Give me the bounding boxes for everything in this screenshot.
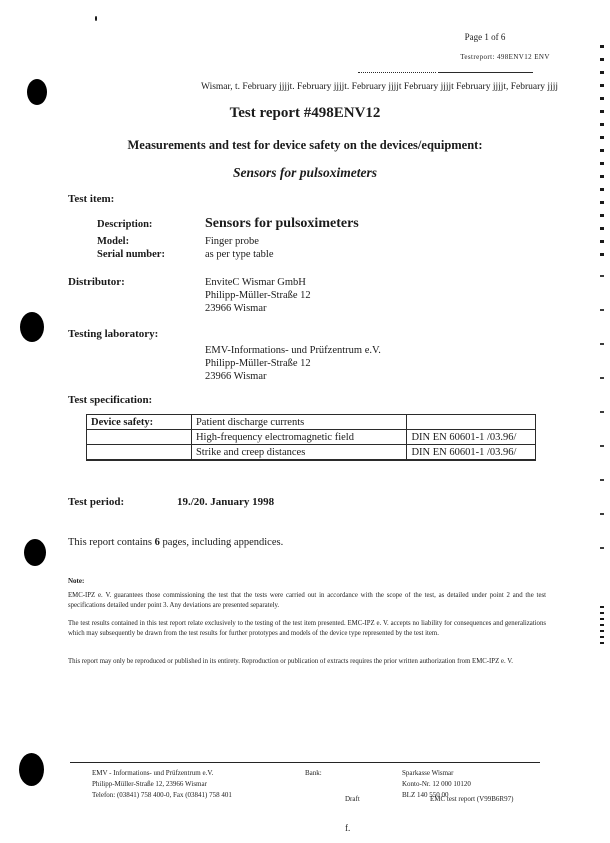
spec-cell	[407, 415, 536, 430]
section-test-item: Test item:	[68, 193, 115, 205]
footer-bank-line: Konto-Nr. 12 000 10120	[402, 780, 471, 788]
footer-report-ref: EMC test report (V99B6R97)	[430, 795, 514, 803]
spec-cell: Device safety:	[87, 415, 192, 430]
section-distributor: Distributor:	[68, 276, 125, 288]
testreport-reference: Testreport: 498ENV12 ENV	[460, 53, 550, 61]
field-value-serial-number: as per type table	[205, 249, 274, 260]
footer-bank-line: BLZ 140 550 00	[402, 791, 449, 799]
contains-prefix: This report contains	[68, 537, 155, 548]
field-label-description: Description:	[97, 219, 153, 230]
report-subject: Sensors for pulsoximeters	[232, 165, 378, 180]
spec-cell: Strike and creep distances	[191, 445, 407, 461]
scan-speck	[95, 16, 97, 21]
date-line: Wismar, t. February jjjjt. February jjjjt. February jjjjt February jjjjt February jjjjt, February jjjj	[200, 82, 558, 92]
footer-bank-label: Bank:	[305, 769, 322, 777]
test-period-value: 19./20. January 1998	[177, 496, 275, 508]
section-test-period: Test period:	[68, 496, 125, 508]
footer-rule	[70, 762, 540, 763]
contains-count: 6	[154, 537, 160, 548]
bottom-page-mark: f.	[345, 823, 351, 833]
punch-hole-mark	[19, 753, 44, 786]
note-paragraph: The test results contained in this test report relate exclusively to the testing of the test item presented. EMC-IPZ e. V. accepts no liability for consequences and generalizations which may subsequently be drawn from the test results for further prototypes and models of the device type represented by the test item.	[68, 620, 546, 637]
table-row	[87, 415, 536, 430]
header-rule-dotted	[358, 72, 436, 73]
laboratory-address	[205, 344, 381, 383]
contains-suffix: pages, including appendices.	[159, 537, 284, 548]
spec-cell: DIN EN 60601-1 /03.96/	[407, 445, 536, 461]
scan-edge-artifact	[600, 606, 604, 646]
header-rule-solid	[438, 72, 533, 73]
note-label: Note:	[68, 577, 85, 585]
scan-edge-artifact	[600, 45, 604, 265]
page-number: Page 1 of 6	[464, 32, 506, 42]
footer-org-line: Philipp-Müller-Straße 12, 23966 Wismar	[92, 780, 207, 788]
punch-hole-mark	[20, 312, 44, 342]
punch-hole-mark	[24, 539, 46, 566]
field-label-model: Model:	[97, 236, 130, 247]
specification-table	[86, 414, 536, 461]
section-test-specification: Test specification:	[68, 394, 153, 406]
report-title: Test report #498ENV12	[229, 105, 381, 121]
report-contains-line	[68, 537, 488, 548]
laboratory-line: Philipp-Müller-Straße 12	[205, 358, 311, 369]
distributor-line: Philipp-Müller-Straße 12	[205, 290, 311, 301]
laboratory-line: EMV-Informations- und Prüfzentrum e.V.	[205, 345, 381, 356]
report-subtitle: Measurements and test for device safety on the devices/equipment:	[127, 138, 483, 152]
distributor-address	[205, 276, 311, 315]
footer-org-line: Telefon: (03841) 758 400-0, Fax (03841) 758 401	[92, 791, 232, 799]
laboratory-line: 23966 Wismar	[205, 371, 267, 382]
spec-cell: DIN EN 60601-1 /03.96/	[407, 430, 536, 445]
field-value-model: Finger probe	[205, 236, 259, 247]
footer-draft-label: Draft	[345, 795, 360, 803]
note-paragraph: This report may only be reproduced or published in its entirety. Reproduction or publication of extracts requires the prior written authorization from EMC-IPZ e. V.	[68, 658, 513, 665]
spec-cell	[87, 445, 192, 461]
table-row	[87, 445, 536, 461]
punch-hole-mark	[27, 79, 47, 105]
spec-cell: Patient discharge currents	[191, 415, 407, 430]
distributor-line: EnviteC Wismar GmbH	[205, 277, 306, 288]
note-paragraph: EMC-IPZ e. V. guarantees those commissioning the test that the tests were carried out in accordance with the scope of the test, as detailed under point 2 and the test specifications detailed under point 3. Any deviations are presented separately.	[68, 592, 546, 609]
spec-cell	[87, 430, 192, 445]
field-value-description: Sensors for pulsoximeters	[205, 216, 359, 231]
footer-bank-line: Sparkasse Wismar	[402, 769, 454, 777]
table-row	[87, 430, 536, 445]
spec-cell: High-frequency electromagnetic field	[191, 430, 407, 445]
field-label-serial-number: Serial number:	[97, 249, 165, 260]
distributor-line: 23966 Wismar	[205, 303, 267, 314]
footer-organization	[92, 768, 302, 801]
footer-org-line: EMV - Informations- und Prüfzentrum e.V.	[92, 769, 214, 777]
section-testing-laboratory: Testing laboratory:	[68, 328, 159, 340]
scan-edge-artifact	[600, 275, 604, 555]
